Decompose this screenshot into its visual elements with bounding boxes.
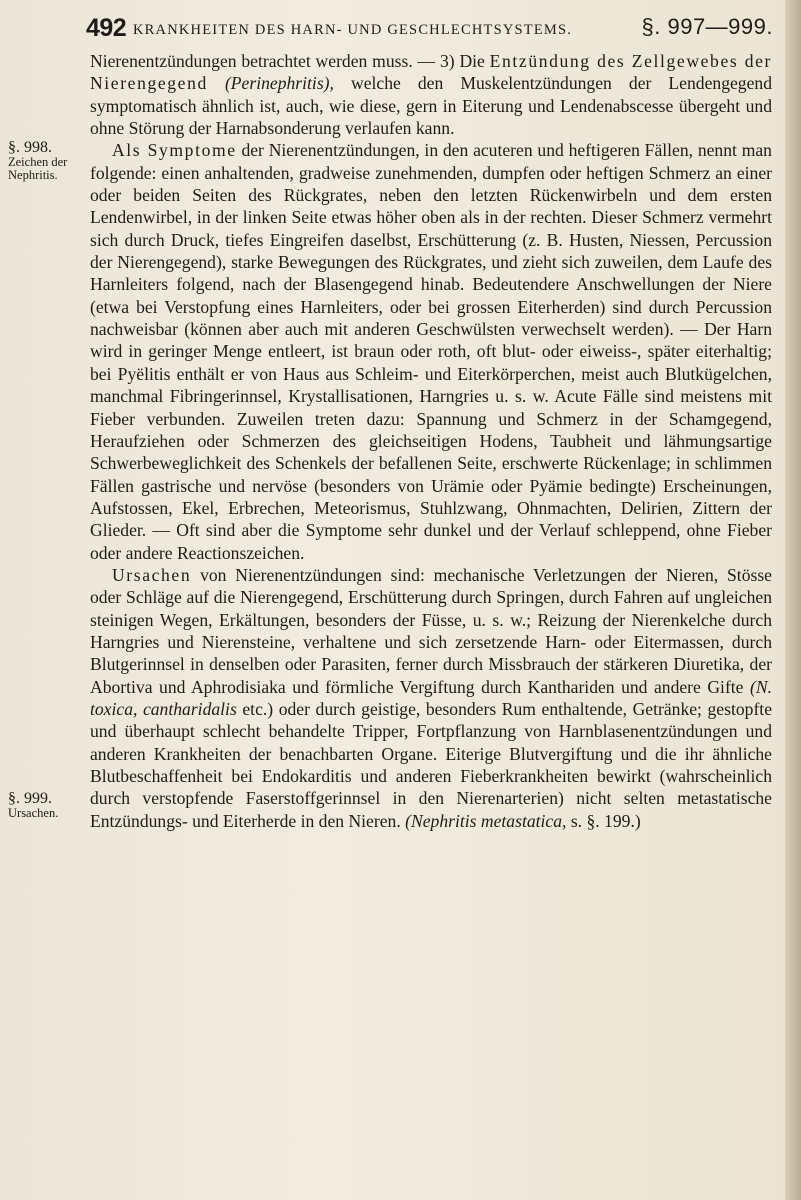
paragraph-symptoms <box>90 139 772 564</box>
text-run: etc.) oder durch geistige, besonders Rum enthaltende, Getränke; gestopfte und überhaupt schlecht behandelte Tripper, Fortpflanzung von Harnblasenentzündungen und anderen Krankheiten der benachbarten Organe. Eiterige Blutvergiftung und die ihr ähnliche Blutbeschaffenheit bei Endokarditis und anderen Fieberkrankheiten bewirkt (wahrscheinlich durch verstopfende Faserstoffgerinnsel in den Nierenarterien) nicht selten metastatische Entzündungs- und Eiterherde in den Nieren. <box>90 698 773 831</box>
italic-term: (Nephritis metastatica, <box>405 810 567 831</box>
page-number: 492 <box>86 14 127 42</box>
margin-note-label: Ursachen. <box>8 806 59 820</box>
running-title: KRANKHEITEN DES HARN- UND GESCHLECHTSYSTEMS. <box>133 22 573 38</box>
text-run: der Nierenentzündungen, in den acuteren und heftigeren Fällen, nennt man folgende: einen anhaltenden, gradweise zunehmenden, dumpfen oder heftigen Schmerz an einer oder beiden Seiten des Rückgrates, neben den letzten Rückenwirbeln und dem ersten Lendenwirbel, in der linken Seite etwas höher oben als in der rechten. Dieser Schmerz vermehrt sich durch Druck, tiefes Eingreifen daselbst, Erschütterung (z. B. Husten, Niessen, Percussion der Nierengegend), starke Bewegungen des Rückgrates, und zieht sich zuweilen, dem Laufe des Harnleiters folgend, nach der Blasengegend hinab. Bedeutendere Anschwellungen der Niere (etwa bei Verstopfung eines Harnleiters, oder bei grossen Eiterherden) sind durch Percussion nachweisbar (können aber auch mit anderen Geschwülsten verwechselt werden). — Der Harn wird in geringer Menge entleert, ist braun oder roth, oft blut- oder eiweiss-, später eiterhaltig; bei Pyëlitis enthält er von Haus aus Schleim- und Eiterkörperchen, meist auch Blutkügelchen, manchmal Fibringerinnsel, Krystallisationen, Harngries u. s. w. Acute Fälle sind meistens mit Fieber verbunden. Zuweilen treten dazu: Spannung und Schmerz in der Schamgegend, Heraufziehen oder Schmerzen des gleichseitigen Hodens, Taubheit und lähmungsartige Schwerbeweglichkeit des Schenkels der befallenen Seite, erschwerte Rückenlage; in schlimmen Fällen gastrische und nervöse (besonders von Urämie oder Pyämie bedingte) Erscheinungen, Aufstossen, Ekel, Erbrechen, Meteorismus, Stuhlzwang, Ohnmachten, Delirien, Zittern der Glieder. — Oft sind aber die Symptome sehr dunkel und der Verlauf schleppend, ohne Fieber oder andere Reactionszeichen. <box>90 140 772 563</box>
italic-term: (N. toxica, cantharidalis <box>90 676 772 719</box>
paragraph-perinephritis <box>90 50 772 139</box>
text-run: welche den Muskelentzündungen der Lendengegend symptomatisch ähnlich ist, auch, wie diese, gern in Eiterung und Lendenabscesse übergeht und ohne Störung der Harnabsonderung verlaufen kann. <box>90 73 772 139</box>
margin-note-label: Nephritis. <box>8 168 58 182</box>
margin-note-number: §. 999. <box>8 790 52 807</box>
section-range: §. 997—999. <box>641 14 773 39</box>
text-run: von Nierenentzündungen sind: mechanische Verletzungen der Nieren, Stösse oder Schläge auf die Nierengegend, Erschütterung durch Springen, durch Fahren auf ungleichen steinigen Wegen, Erkältungen, besonders der Füsse, u. s. w.; Reizung der Nierenkelche durch Harngries und Nierensteine, verhaltene und sich zersetzende Harn- oder Eitermassen, durch Blutgerinnsel in denselben oder Parasiten, ferner durch Missbrauch der stärkeren Diuretika, der Abortiva und Aphrodisiaka und förmliche Vergiftung durch Kanthariden und andere Gifte <box>90 564 772 697</box>
margin-note-999 <box>8 790 58 820</box>
spaced-term: Entzündung des Zellgewebes der Nierengegend <box>90 51 772 94</box>
spaced-term: Ursachen <box>112 564 192 585</box>
page-edge <box>785 0 801 1200</box>
text-run: s. §. 199.) <box>570 810 641 831</box>
text-run: Nierenentzündungen betrachtet werden muss. — 3) Die <box>90 51 485 71</box>
margin-note-number: §. 998. <box>8 139 52 156</box>
paragraph-causes <box>90 564 772 832</box>
margin-note-label: Zeichen der <box>8 155 68 169</box>
spaced-term: Als Symptome <box>112 140 237 161</box>
body-text <box>90 50 772 832</box>
italic-term: (Perinephritis), <box>224 73 334 94</box>
page-header <box>86 14 776 48</box>
margin-note-998 <box>8 139 67 182</box>
